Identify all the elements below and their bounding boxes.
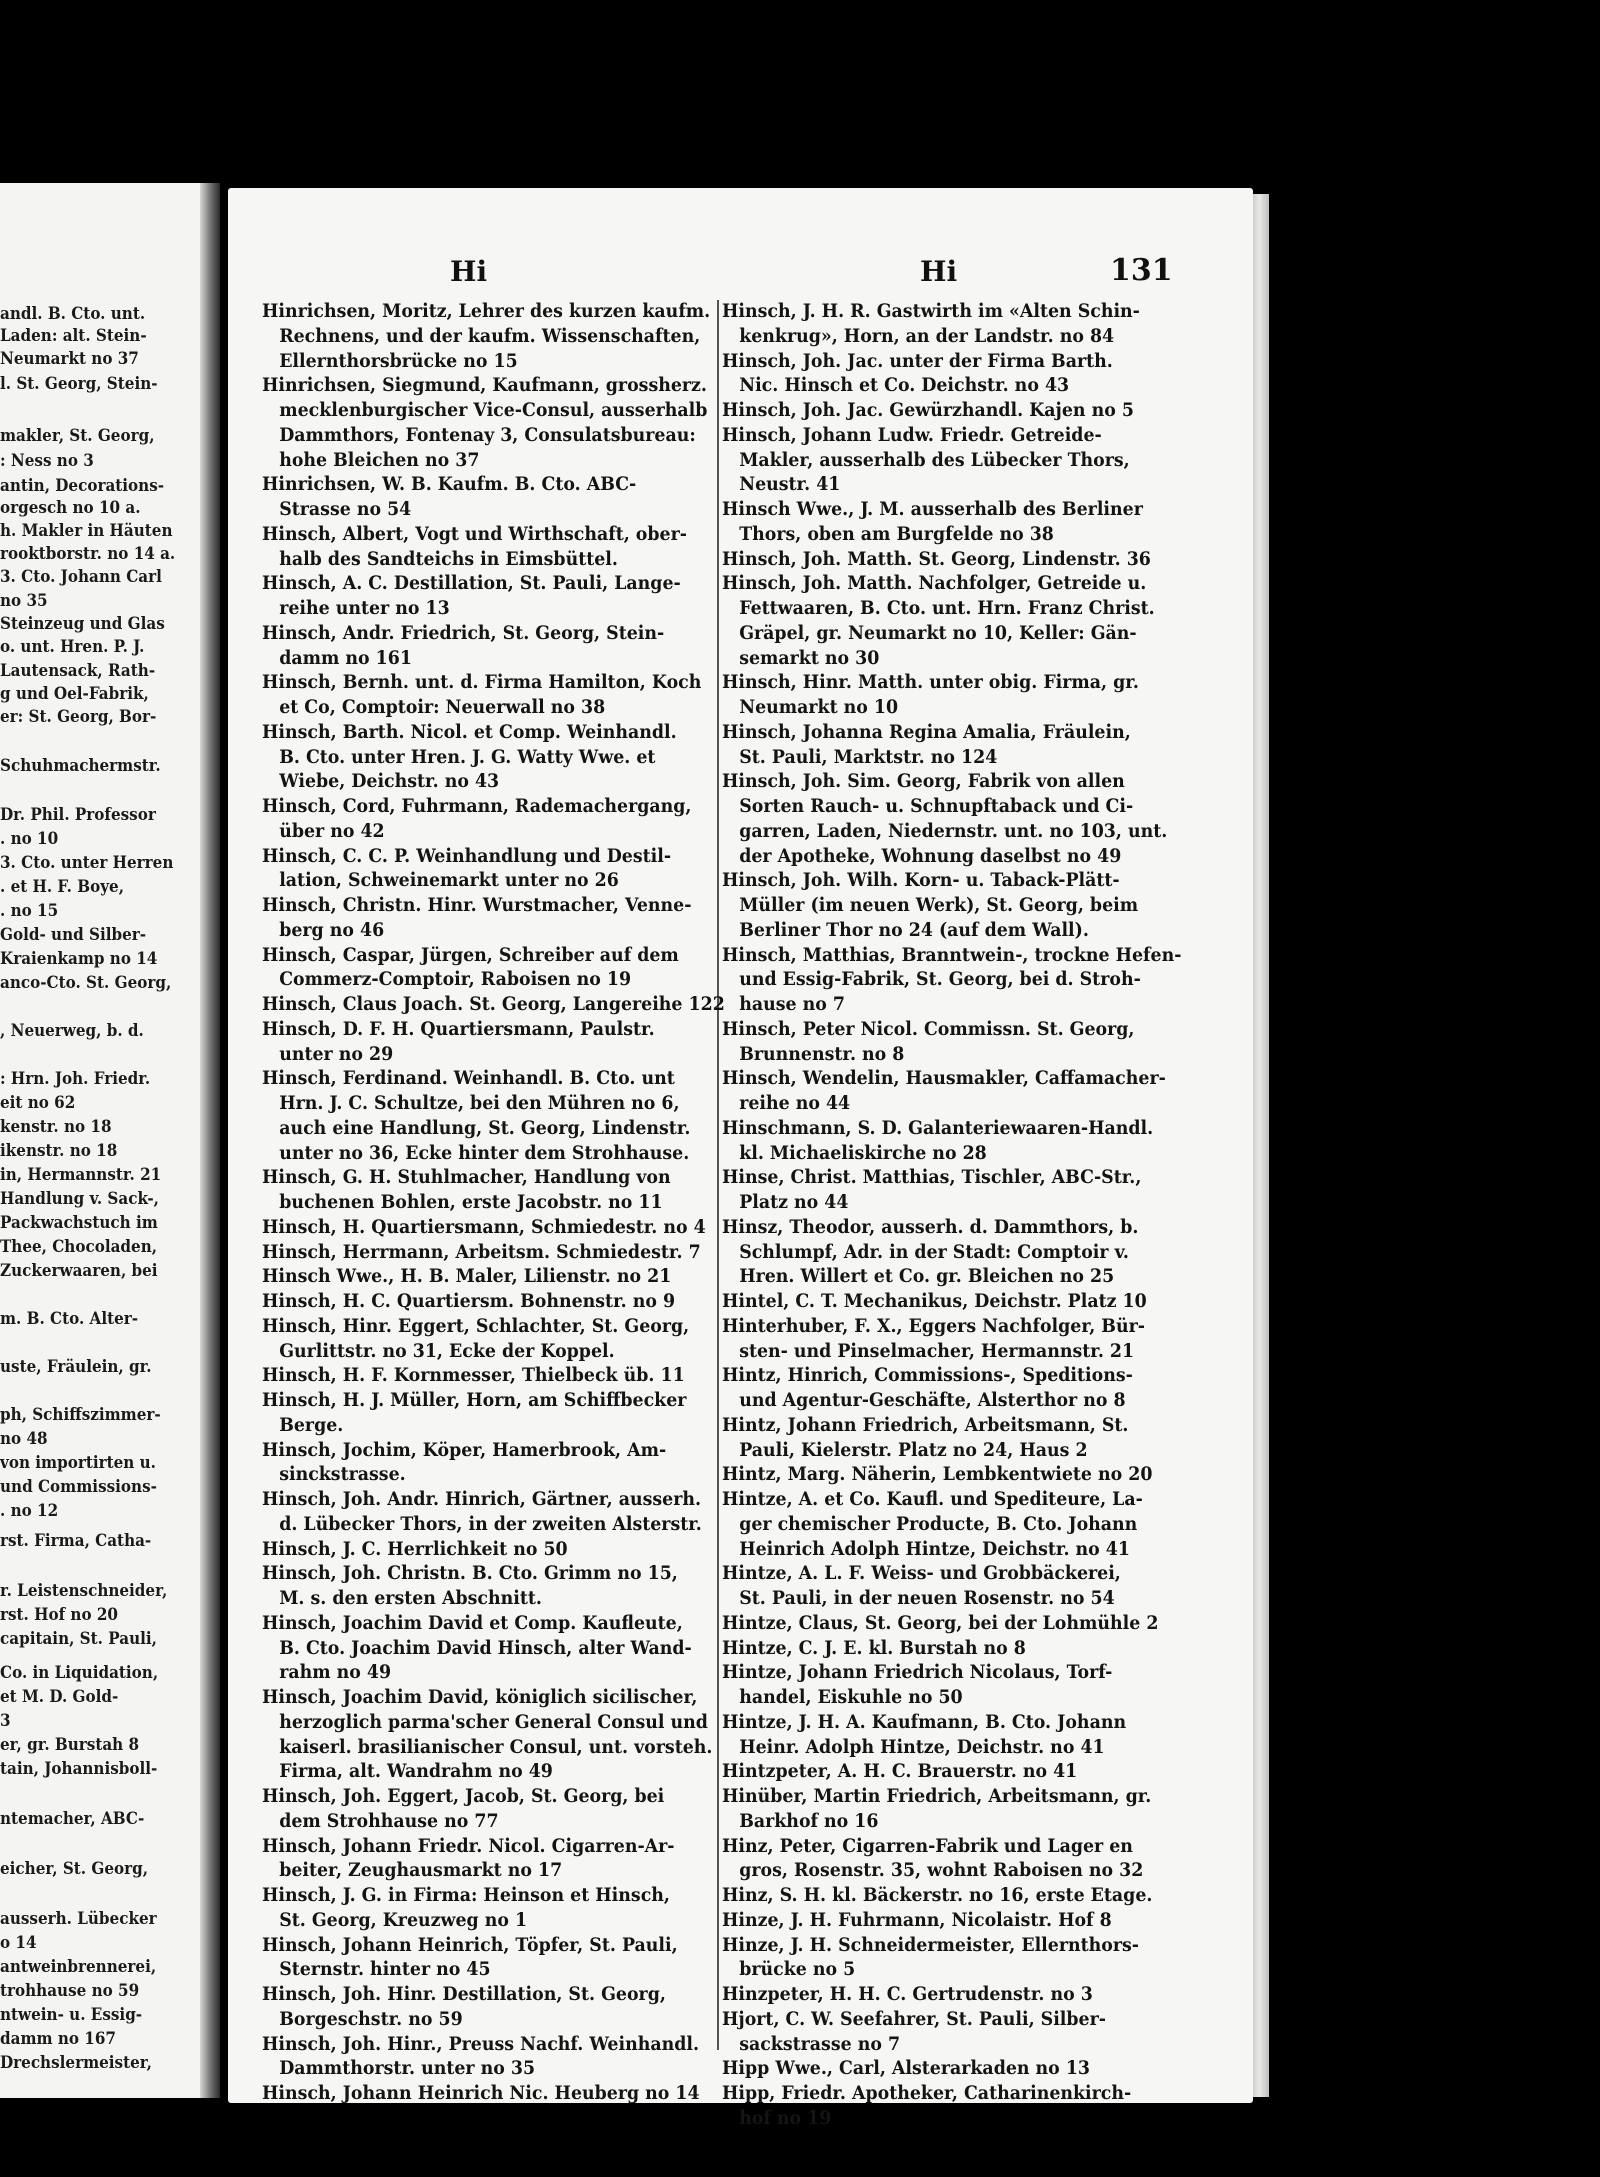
- directory-entry-line: dem Strohhause no 77: [279, 1810, 499, 1832]
- directory-entry-line: et Co, Comptoir: Neuerwall no 38: [279, 697, 606, 718]
- left-page-line: er: St. Georg, Bor-: [0, 707, 157, 726]
- left-page-line: , Neuerweg, b. d.: [0, 1021, 144, 1040]
- directory-entry-line: Hinrichsen, W. B. Kaufm. B. Cto. ABC-: [262, 474, 637, 496]
- directory-entry-line: kaiserl. brasilianischer Consul, unt. vorsteh.: [279, 1736, 713, 1758]
- directory-entry-line: Hinsch, Andr. Friedrich, St. Georg, Stein-: [262, 622, 665, 644]
- left-page-line: et M. D. Gold-: [0, 1687, 119, 1706]
- directory-entry-line: Rechnens, und der kaufm. Wissenschaften,: [279, 325, 701, 347]
- directory-entry-line: Hinsch, Joh. Matth. Nachfolger, Getreide u.: [722, 573, 1147, 595]
- directory-entry-line: Hinsch, Joh. Wilh. Korn- u. Taback-Plätt-: [722, 870, 1120, 892]
- directory-entry-line: sten- und Pinselmacher, Hermannstr. 21: [739, 1340, 1135, 1362]
- directory-entry-line: Hintze, A. et Co. Kaufl. und Spediteure, La-: [722, 1489, 1143, 1510]
- directory-entry-line: Gurlittstr. no 31, Ecke der Koppel.: [279, 1340, 615, 1362]
- directory-entry-line: Hintze, Johann Friedrich Nicolaus, Torf-: [722, 1662, 1113, 1684]
- directory-entry-line: B. Cto. Joachim David Hinsch, alter Wand-: [279, 1637, 692, 1659]
- directory-entry-line: Hinsch, Johann Heinrich Nic. Heuberg no 14: [262, 2083, 700, 2104]
- directory-entry-line: Hinsch, Peter Nicol. Commissn. St. Georg,: [722, 1018, 1135, 1040]
- directory-entry-line: Hinsch, Herrmann, Arbeitsm. Schmiedestr. 7: [262, 1241, 701, 1263]
- directory-entry-line: Hinrichsen, Moritz, Lehrer des kurzen kaufm.: [262, 301, 711, 322]
- page-number: 131: [1110, 253, 1173, 288]
- left-page-line: tain, Johannisboll-: [0, 1759, 158, 1778]
- left-page-line: trohhause no 59: [0, 1981, 140, 2000]
- directory-entry-line: Brunnenstr. no 8: [739, 1043, 905, 1065]
- directory-entry-line: Hinsch, Joh. Jac. unter der Firma Barth.: [722, 350, 1113, 372]
- directory-entry-line: Hinsch, H. C. Quartiersm. Bohnenstr. no 9: [262, 1291, 676, 1312]
- directory-entry-line: Pauli, Kielerstr. Platz no 24, Haus 2: [739, 1439, 1088, 1461]
- directory-entry-line: Hinsch, Hinr. Matth. unter obig. Firma, gr.: [722, 672, 1139, 694]
- directory-entry-line: Wiebe, Deichstr. no 43: [279, 771, 500, 793]
- directory-entry-line: Hinsch, Joh. Sim. Georg, Fabrik von allen: [722, 771, 1125, 793]
- left-page-line: rooktborstr. no 14 a.: [0, 544, 176, 563]
- directory-entry-line: Hinsch, H. F. Kornmesser, Thielbeck üb. 11: [262, 1365, 685, 1387]
- directory-entry-line: Berliner Thor no 24 (auf dem Wall).: [739, 919, 1089, 941]
- directory-entry-line: brücke no 5: [739, 1959, 856, 1981]
- left-page-line: : Ness no 3: [0, 451, 94, 470]
- directory-entry-line: Hintze, Claus, St. Georg, bei der Lohmühle 2: [722, 1612, 1159, 1634]
- directory-entry-line: Hinsch, Barth. Nicol. et Comp. Weinhandl.: [262, 721, 677, 743]
- directory-entry-line: Hintel, C. T. Mechanikus, Deichstr. Platz 10: [722, 1291, 1147, 1312]
- directory-entry-line: Hinsch, Joachim David et Comp. Kaufleute,: [262, 1612, 683, 1634]
- directory-entry-line: Hintz, Hinrich, Commissions-, Speditions-: [722, 1365, 1133, 1387]
- left-page-line: makler, St. Georg,: [0, 426, 155, 445]
- left-page-line: 3. Cto. Johann Carl: [0, 567, 162, 586]
- directory-entry-line: Hinsch, D. F. H. Quartiersmann, Paulstr.: [262, 1018, 655, 1040]
- directory-entry-line: Sternstr. hinter no 45: [279, 1959, 491, 1981]
- left-page-line: eicher, St. Georg,: [0, 1859, 149, 1878]
- directory-entry-line: hof no 19: [739, 2107, 832, 2129]
- left-page-line: eit no 62: [0, 1093, 76, 1112]
- directory-entry-line: Hrn. J. C. Schultze, bei den Mühren no 6,: [279, 1093, 680, 1114]
- directory-entry-line: lation, Schweinemarkt unter no 26: [279, 870, 619, 892]
- directory-entry-line: reihe no 44: [739, 1093, 851, 1114]
- left-page-line: Thee, Chocoladen,: [0, 1237, 158, 1256]
- left-page-line: uste, Fräulein, gr.: [0, 1357, 152, 1376]
- left-page-line: Co. in Liquidation,: [0, 1663, 159, 1682]
- directory-entry-line: Dammthors, Fontenay 3, Consulatsbureau:: [279, 424, 696, 446]
- directory-entry-line: Hintze, A. L. F. Weiss- und Grobbäckerei,: [722, 1563, 1121, 1585]
- directory-entry-line: buchenen Bohlen, erste Jacobstr. no 11: [279, 1192, 663, 1213]
- directory-entry-line: Hinsch, Christn. Hinr. Wurstmacher, Venne-: [262, 895, 692, 916]
- directory-entry-line: Hintze, C. J. E. kl. Burstah no 8: [722, 1637, 1026, 1659]
- directory-entry-line: Hinsz, Theodor, ausserh. d. Dammthors, b.: [722, 1216, 1139, 1238]
- directory-entry-line: auch eine Handlung, St. Georg, Lindenstr.: [279, 1117, 691, 1139]
- directory-entry-line: Hinze, J. H. Schneidermeister, Ellernthors-: [722, 1934, 1139, 1956]
- directory-entry-line: Hinsch, H. Quartiersmann, Schmiedestr. no 4: [262, 1216, 706, 1238]
- left-page-line: Drechslermeister,: [0, 2053, 152, 2072]
- directory-entry-line: kenkrug», Horn, an der Landstr. no 84: [739, 325, 1115, 347]
- directory-entry-line: Müller (im neuen Werk), St. Georg, beim: [739, 895, 1139, 916]
- directory-entry-line: Hinsch Wwe., J. M. ausserhalb des Berliner: [722, 499, 1143, 520]
- directory-entry-line: Gräpel, gr. Neumarkt no 10, Keller: Gän-: [739, 622, 1137, 644]
- directory-entry-line: der Apotheke, Wohnung daselbst no 49: [739, 845, 1122, 867]
- directory-entry-line: Neumarkt no 10: [739, 697, 899, 718]
- directory-entry-line: halb des Sandteichs in Eimsbüttel.: [279, 548, 618, 570]
- directory-entry-line: Hinsch, Caspar, Jürgen, Schreiber auf dem: [262, 944, 679, 966]
- directory-entry-line: Hintzpeter, A. H. C. Brauerstr. no 41: [722, 1761, 1078, 1783]
- directory-entry-line: Hinsch, Cord, Fuhrmann, Rademachergang,: [262, 796, 692, 817]
- directory-entry-line: Hren. Willert et Co. gr. Bleichen no 25: [739, 1266, 1115, 1288]
- directory-entry-line: Hinsch, J. G. in Firma: Heinson et Hinsch,: [262, 1885, 670, 1906]
- directory-entry-line: hause no 7: [739, 994, 845, 1015]
- left-page-line: Dr. Phil. Professor: [0, 805, 156, 824]
- left-page-line: andl. B. Cto. unt.: [0, 304, 146, 323]
- directory-entry-line: Hinsch, J. H. R. Gastwirth im «Alten Schin-: [722, 301, 1140, 322]
- directory-entry-line: Firma, alt. Wandrahm no 49: [279, 1761, 553, 1783]
- directory-entry-line: Hintz, Marg. Näherin, Lembkentwiete no 20: [722, 1464, 1153, 1486]
- left-page-line: Gold- und Silber-: [0, 925, 147, 944]
- left-page-line: antweinbrennerei,: [0, 1957, 157, 1976]
- directory-entry-line: St. Georg, Kreuzweg no 1: [279, 1909, 528, 1931]
- directory-entry-line: sinckstrasse.: [279, 1464, 406, 1486]
- directory-entry-line: und Essig-Fabrik, St. Georg, bei d. Stroh-: [739, 969, 1141, 991]
- left-page-line: Schuhmachermstr.: [0, 756, 161, 775]
- directory-entry-line: Heinrich Adolph Hintze, Deichstr. no 41: [739, 1538, 1130, 1560]
- left-page-line: ntemacher, ABC-: [0, 1809, 145, 1828]
- left-page-line: o 14: [0, 1933, 37, 1952]
- directory-entry-line: mecklenburgischer Vice-Consul, ausserhalb: [279, 400, 708, 421]
- directory-entry-line: unter no 29: [279, 1043, 394, 1065]
- directory-entry-line: über no 42: [279, 820, 385, 842]
- left-page-line: ikenstr. no 18: [0, 1141, 118, 1160]
- directory-entry-line: Hinsch, Joh. Hinr. Destillation, St. Georg,: [262, 1984, 666, 2005]
- directory-entry-line: Hinterhuber, F. X., Eggers Nachfolger, Bür-: [722, 1315, 1145, 1337]
- running-header-left: Hi: [450, 255, 488, 288]
- left-page-line: 3. Cto. unter Herren: [0, 853, 174, 872]
- left-page-line: r. Leistenschneider,: [0, 1581, 168, 1600]
- directory-entry-line: Hinsch, J. C. Herrlichkeit no 50: [262, 1538, 568, 1560]
- directory-entry-line: Hipp, Friedr. Apotheker, Catharinenkirch-: [722, 2083, 1132, 2104]
- directory-entry-line: Hinsch, Jochim, Köper, Hamerbrook, Am-: [262, 1439, 667, 1461]
- directory-entry-line: Commerz-Comptoir, Raboisen no 19: [279, 969, 632, 991]
- directory-entry-line: Hinsch, Claus Joach. St. Georg, Langereihe 122: [262, 994, 725, 1015]
- book-gutter: [200, 183, 220, 2098]
- directory-entry-line: Hinsch, Joh. Matth. St. Georg, Lindenstr. 36: [722, 548, 1151, 570]
- directory-entry-line: St. Pauli, Marktstr. no 124: [739, 746, 998, 768]
- directory-entry-line: Strasse no 54: [279, 499, 412, 520]
- left-page-line: kenstr. no 18: [0, 1117, 112, 1136]
- directory-entry-line: Hinsch, Johann Ludw. Friedr. Getreide-: [722, 424, 1102, 446]
- directory-entry-line: Nic. Hinsch et Co. Deichstr. no 43: [739, 375, 1070, 397]
- left-page-line: rst. Hof no 20: [0, 1605, 118, 1624]
- directory-entry-line: Hinrichsen, Siegmund, Kaufmann, grossherz.: [262, 375, 707, 397]
- directory-entry-line: Hinze, J. H. Fuhrmann, Nicolaistr. Hof 8: [722, 1909, 1112, 1931]
- left-page-line: : Hrn. Joh. Friedr.: [0, 1069, 151, 1088]
- directory-entry-line: garren, Laden, Niedernstr. unt. no 103, unt.: [739, 820, 1168, 842]
- directory-entry-line: Hinsch, A. C. Destillation, St. Pauli, Lange-: [262, 573, 681, 595]
- directory-entry-line: Sorten Rauch- u. Schnupftaback und Ci-: [739, 796, 1134, 817]
- left-page-line: l. St. Georg, Stein-: [0, 374, 158, 393]
- left-page-line: Steinzeug und Glas: [0, 614, 165, 633]
- directory-entry-line: Hinsch, Johanna Regina Amalia, Fräulein,: [722, 721, 1131, 743]
- left-page-line: von importirten u.: [0, 1453, 156, 1472]
- directory-entry-line: Dammthorstr. unter no 35: [279, 2058, 536, 2080]
- directory-entry-line: Hinsch, G. H. Stuhlmacher, Handlung von: [262, 1167, 671, 1189]
- directory-entry-line: Hinsch, Albert, Vogt und Wirthschaft, ober-: [262, 523, 687, 545]
- left-page-line: Neumarkt no 37: [0, 349, 139, 368]
- left-column: [262, 300, 725, 2107]
- left-page-line: anco-Cto. St. Georg,: [0, 973, 172, 992]
- left-page-line: und Commissions-: [0, 1477, 157, 1496]
- left-page-line: o. unt. Hren. P. J.: [0, 637, 145, 656]
- directory-entry-line: Hinz, S. H. kl. Bäckerstr. no 16, erste Etage.: [722, 1885, 1153, 1906]
- left-page-line: ph, Schiffszimmer-: [0, 1405, 161, 1424]
- directory-entry-line: Borgeschstr. no 59: [279, 2008, 463, 2030]
- directory-entry-line: Barkhof no 16: [739, 1810, 879, 1832]
- directory-entry-line: Hinsch, Joh. Jac. Gewürzhandl. Kajen no 5: [722, 400, 1134, 421]
- left-page-line: rst. Firma, Catha-: [0, 1531, 152, 1550]
- left-page-line: Lautensack, Rath-: [0, 661, 156, 680]
- directory-entry-line: Hinsch, Johann Heinrich, Töpfer, St. Pauli,: [262, 1934, 678, 1956]
- directory-entry-line: Hintze, J. H. A. Kaufmann, B. Cto. Johann: [722, 1711, 1127, 1733]
- directory-entry-line: Hinsch, Joh. Andr. Hinrich, Gärtner, ausserh.: [262, 1489, 702, 1510]
- directory-entry-line: sackstrasse no 7: [739, 2033, 901, 2055]
- directory-entry-line: Hinsch, Matthias, Branntwein-, trockne Hefen-: [722, 944, 1182, 966]
- left-page-line: capitain, St. Pauli,: [0, 1629, 157, 1648]
- directory-entry-line: ger chemischer Producte, B. Cto. Johann: [739, 1513, 1138, 1535]
- directory-entry-line: Hinsch, Wendelin, Hausmakler, Caffamacher-: [722, 1068, 1166, 1090]
- left-page-line: Handlung v. Sack-,: [0, 1189, 159, 1208]
- directory-entry-line: kl. Michaeliskirche no 28: [739, 1142, 987, 1164]
- left-page-line: m. B. Cto. Alter-: [0, 1309, 139, 1328]
- directory-entry-line: Hinüber, Martin Friedrich, Arbeitsmann, gr.: [722, 1786, 1152, 1807]
- left-page-line: h. Makler in Häuten: [0, 521, 173, 540]
- directory-entry-line: damm no 161: [279, 647, 412, 669]
- directory-entry-line: semarkt no 30: [739, 647, 880, 669]
- left-page-line: . no 12: [0, 1501, 59, 1520]
- left-page-line: 3: [0, 1711, 11, 1730]
- directory-entry-line: Hinsch, Johann Friedr. Nicol. Cigarren-Ar-: [262, 1835, 675, 1857]
- left-page-line: . no 10: [0, 829, 59, 848]
- left-page-line: Laden: alt. Stein-: [0, 326, 147, 345]
- directory-entry-line: Ellernthorsbrücke no 15: [279, 350, 518, 372]
- directory-entry-line: Hintz, Johann Friedrich, Arbeitsmann, St.: [722, 1414, 1129, 1436]
- directory-entry-line: Schlumpf, Adr. in der Stadt: Comptoir v.: [739, 1241, 1129, 1263]
- left-page-line: ausserh. Lübecker: [0, 1909, 157, 1928]
- directory-entry-line: Hinsch, H. J. Müller, Horn, am Schiffbecker: [262, 1390, 687, 1411]
- directory-entry-line: Thors, oben am Burgfelde no 38: [739, 523, 1054, 545]
- directory-entry-line: Hinsch, Joh. Christn. B. Cto. Grimm no 15,: [262, 1563, 678, 1585]
- directory-entry-line: Hjort, C. W. Seefahrer, St. Pauli, Silber-: [722, 2008, 1106, 2030]
- directory-entry-line: Hinsch, Joh. Hinr., Preuss Nachf. Weinhandl.: [262, 2033, 700, 2055]
- directory-entry-line: berg no 46: [279, 919, 385, 941]
- directory-entry-line: Hinschmann, S. D. Galanteriewaaren-Handl.: [722, 1117, 1154, 1139]
- directory-entry-line: gros, Rosenstr. 35, wohnt Raboisen no 32: [739, 1860, 1144, 1882]
- left-page-line: antin, Decorations-: [0, 476, 165, 495]
- directory-entry-line: Hinsch, Bernh. unt. d. Firma Hamilton, Koch: [262, 672, 702, 694]
- directory-entry-line: rahm no 49: [279, 1662, 392, 1684]
- left-page-line: Zuckerwaaren, bei: [0, 1261, 158, 1280]
- directory-entry-line: reihe unter no 13: [279, 598, 450, 619]
- directory-entry-line: herzoglich parma'scher General Consul und: [279, 1711, 708, 1733]
- directory-entry-line: Makler, ausserhalb des Lübecker Thors,: [739, 449, 1130, 471]
- directory-entry-line: hohe Bleichen no 37: [279, 449, 480, 471]
- directory-entry-line: beiter, Zeughausmarkt no 17: [279, 1860, 563, 1882]
- running-header-right: Hi: [920, 255, 958, 288]
- directory-entry-line: Hinz, Peter, Cigarren-Fabrik und Lager en: [722, 1835, 1133, 1857]
- directory-entry-line: St. Pauli, in der neuen Rosenstr. no 54: [739, 1588, 1115, 1609]
- directory-entry-line: Hinsch, Joh. Eggert, Jacob, St. Georg, bei: [262, 1786, 665, 1807]
- directory-entry-line: B. Cto. unter Hren. J. G. Watty Wwe. et: [279, 746, 656, 768]
- directory-entry-line: Hinzpeter, H. H. C. Gertrudenstr. no 3: [722, 1984, 1093, 2005]
- directory-entry-line: Hinsch, C. C. P. Weinhandlung und Destil-: [262, 845, 672, 867]
- right-column: [722, 300, 1182, 2132]
- directory-entry-line: Hinse, Christ. Matthias, Tischler, ABC-Str.,: [722, 1167, 1142, 1189]
- directory-entry-line: Berge.: [279, 1414, 344, 1436]
- left-page-line: . no 15: [0, 901, 59, 920]
- directory-entry-line: unter no 36, Ecke hinter dem Strohhause.: [279, 1142, 690, 1164]
- directory-entry-line: Hinsch, Hinr. Eggert, Schlachter, St. Georg,: [262, 1315, 690, 1337]
- left-page-line: no 35: [0, 591, 48, 610]
- left-page-line: Packwachstuch im: [0, 1213, 158, 1232]
- directory-entry-line: Hinsch, Joachim David, königlich sicilischer,: [262, 1687, 698, 1708]
- directory-entry-line: und Agentur-Geschäfte, Alsterthor no 8: [739, 1390, 1126, 1411]
- directory-entry-line: d. Lübecker Thors, in der zweiten Alsterstr.: [279, 1513, 702, 1535]
- directory-entry-line: Heinr. Adolph Hintze, Deichstr. no 41: [739, 1736, 1105, 1758]
- directory-entry-line: M. s. den ersten Abschnitt.: [279, 1588, 542, 1609]
- directory-entry-line: Neustr. 41: [739, 474, 841, 496]
- directory-entry-line: Platz no 44: [739, 1192, 849, 1213]
- directory-entry-line: Hinsch, Ferdinand. Weinhandl. B. Cto. unt: [262, 1068, 675, 1090]
- left-page-fragment: [0, 183, 200, 2098]
- directory-entry-line: handel, Eiskuhle no 50: [739, 1687, 963, 1708]
- directory-entry-line: Hinsch Wwe., H. B. Maler, Lilienstr. no 21: [262, 1266, 672, 1288]
- left-page-line: no 48: [0, 1429, 48, 1448]
- page-edge: [1253, 194, 1269, 2097]
- left-page-line: er, gr. Burstah 8: [0, 1735, 140, 1754]
- left-page-line: orgesch no 10 a.: [0, 498, 141, 517]
- left-page-line: in, Hermannstr. 21: [0, 1165, 162, 1184]
- directory-entry-line: Fettwaaren, B. Cto. unt. Hrn. Franz Christ.: [739, 598, 1155, 619]
- left-page-line: . et H. F. Boye,: [0, 877, 124, 896]
- left-page-line: g und Oel-Fabrik,: [0, 684, 149, 703]
- left-page-line: damm no 167: [0, 2029, 117, 2048]
- left-page-line: Kraienkamp no 14: [0, 949, 158, 968]
- directory-entry-line: Hipp Wwe., Carl, Alsterarkaden no 13: [722, 2058, 1091, 2080]
- left-page-line: ntwein- u. Essig-: [0, 2005, 143, 2024]
